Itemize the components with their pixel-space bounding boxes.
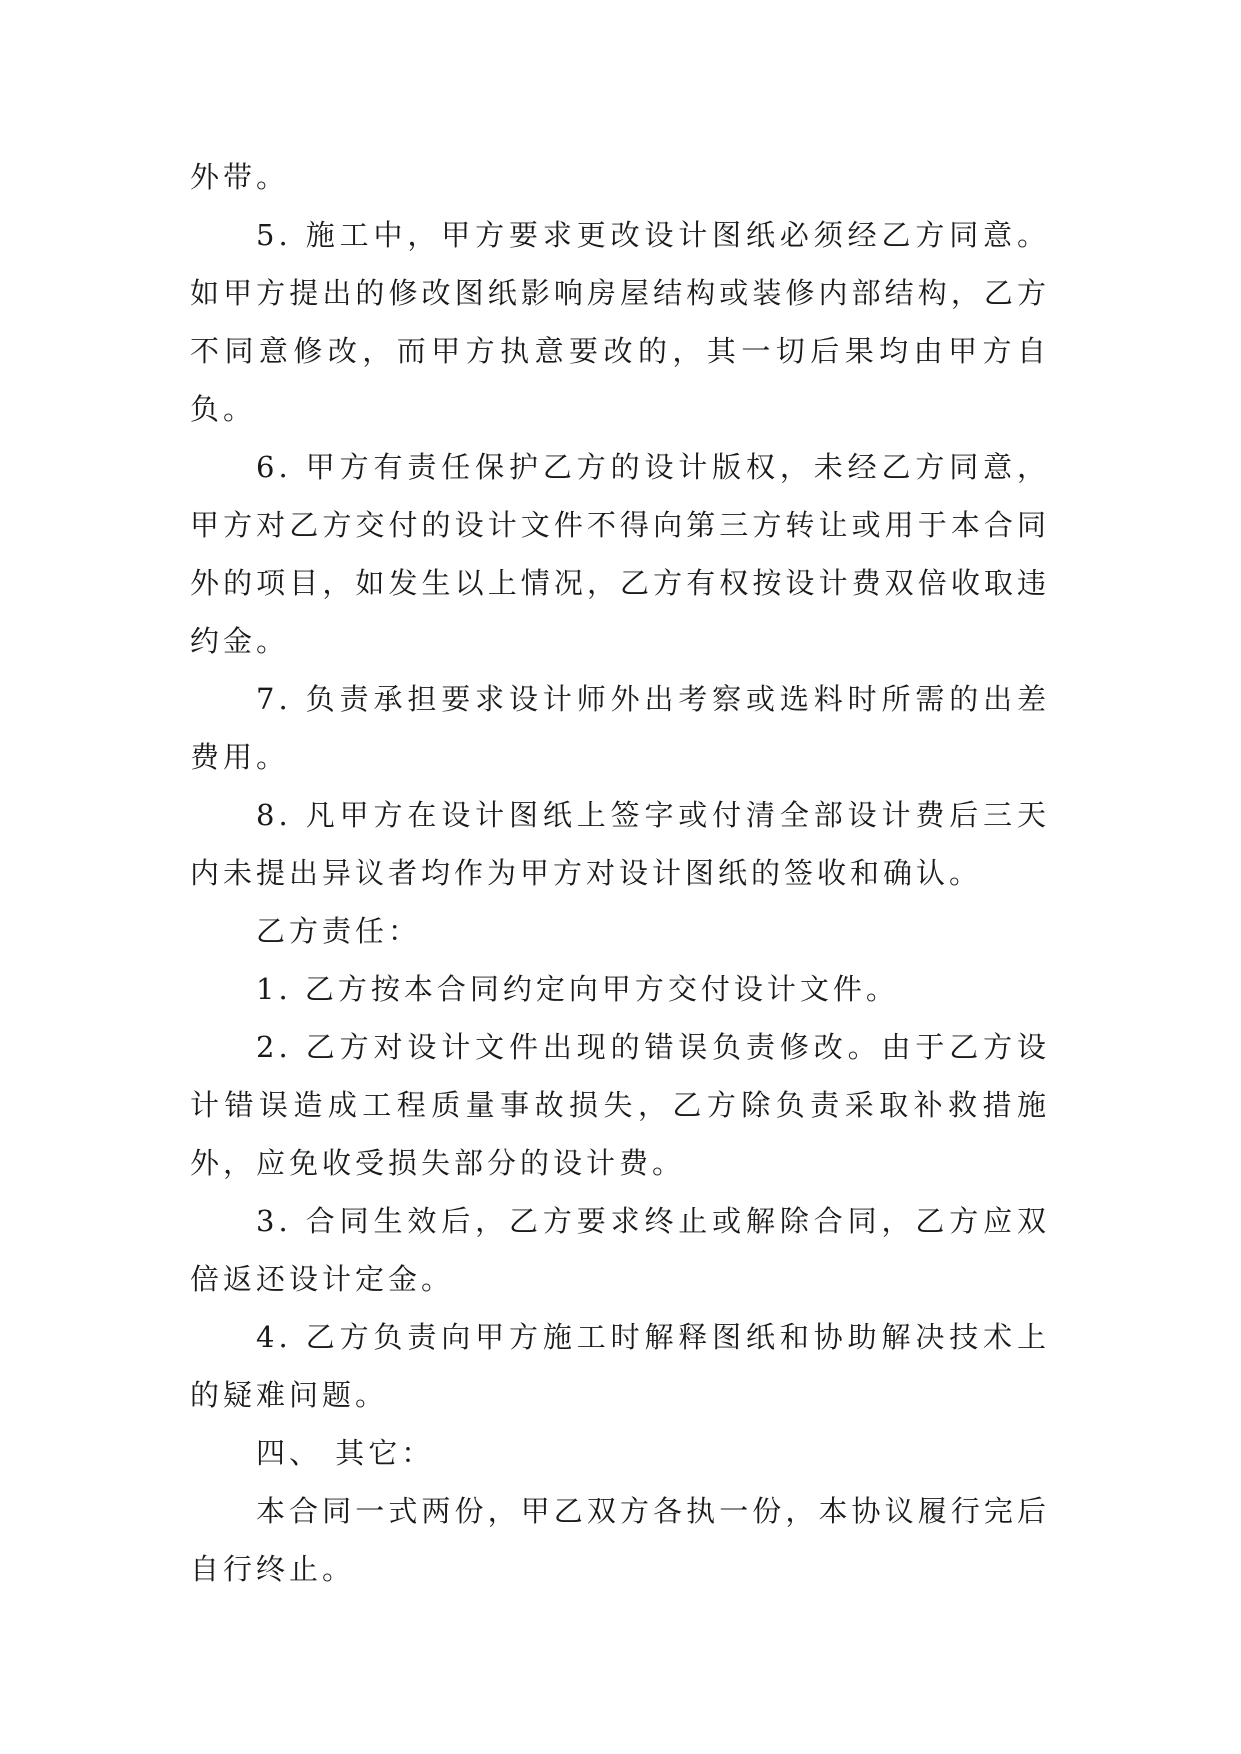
document-body — [190, 148, 1050, 1598]
paragraph-b-clause-3: 3. 合同生效后，乙方要求终止或解除合同，乙方应双倍返还设计定金。 — [190, 1204, 1050, 1296]
section-heading-party-b: 乙方责任： — [256, 914, 422, 948]
paragraph-clause-5: 5. 施工中，甲方要求更改设计图纸必须经乙方同意。如甲方提出的修改图纸影响房屋结构或装修内部结构，乙方不同意修改，而甲方执意要改的，其一切后果均由甲方自负。 — [190, 218, 1050, 426]
paragraph-clause-8: 8. 凡甲方在设计图纸上签字或付清全部设计费后三天内未提出异议者均作为甲方对设计图纸的签收和确认。 — [190, 798, 1050, 890]
paragraph-closing: 本合同一式两份，甲乙双方各执一份，本协议履行完后自行终止。 — [190, 1494, 1050, 1586]
paragraph-continuation: 外带。 — [190, 160, 290, 194]
paragraph-b-clause-4: 4. 乙方负责向甲方施工时解释图纸和协助解决技术上的疑难问题。 — [190, 1320, 1050, 1412]
section-heading-other: 四、 其它： — [256, 1436, 435, 1470]
paragraph-b-clause-1: 1. 乙方按本合同约定向甲方交付设计文件。 — [256, 972, 899, 1006]
paragraph-clause-7: 7. 负责承担要求设计师外出考察或选料时所需的出差费用。 — [190, 682, 1050, 774]
paragraph-clause-6: 6. 甲方有责任保护乙方的设计版权，未经乙方同意，甲方对乙方交付的设计文件不得向第三方转让或用于本合同外的项目，如发生以上情况，乙方有权按设计费双倍收取违约金。 — [190, 450, 1050, 658]
paragraph-b-clause-2: 2. 乙方对设计文件出现的错误负责修改。由于乙方设计错误造成工程质量事故损失，乙方除负责采取补救措施外，应免收受损失部分的设计费。 — [190, 1030, 1050, 1180]
